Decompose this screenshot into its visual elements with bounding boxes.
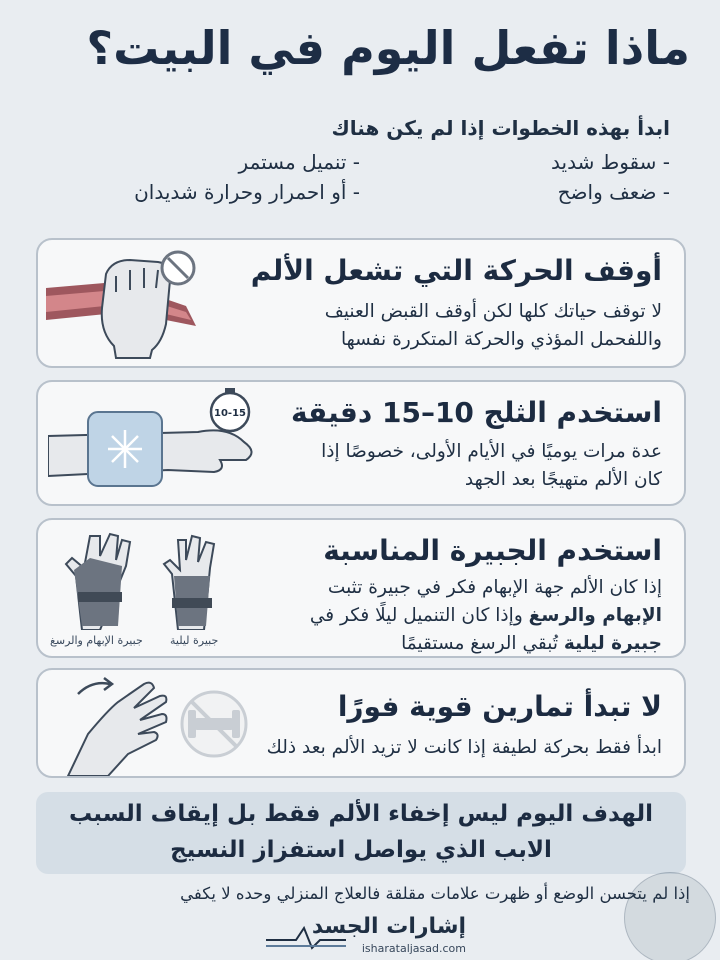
- brand-name: إشارات الجسد: [311, 914, 466, 939]
- caption-night-splint: جبيرة ليلية: [170, 634, 219, 647]
- tip-card-title: استخدم الثلج 10–15 دقيقة: [290, 396, 662, 429]
- tip-card-body: ابدأ فقط بحركة لطيفة إذا كانت لا تزيد الألم بعد ذلك: [266, 737, 662, 758]
- brand-logo: [266, 914, 466, 958]
- goal-box: الهدف اليوم ليس إخفاء الألم فقط بل إيقاف السبب الابب الذي يواصل استفزاز النسيج: [36, 792, 686, 874]
- timer-label: 10-15: [214, 408, 246, 419]
- stopwatch-icon: [211, 388, 249, 431]
- warning-signs-list: [50, 150, 670, 204]
- tip-card-ice: [36, 380, 686, 506]
- night-splint-icon: [164, 536, 214, 630]
- tip-card-stop-movement: [36, 238, 686, 368]
- caption-thumb-splint: جبيرة الإبهام والرسغ: [50, 634, 143, 647]
- tip-card-body: عدة مرات يوميًا في الأيام الأولى، خصوصًا إذا كان الألم متهيجًا بعد الجهد: [321, 441, 662, 490]
- waving-hand-icon: [68, 678, 167, 776]
- thumb-wrist-splint-icon: [66, 534, 130, 630]
- tip-card-splint: [36, 518, 686, 658]
- ice-pack-wrist-icon: [48, 386, 268, 504]
- footer-note: إذا لم يتحسن الوضع أو ظهرت علامات مقلقة فالعلاج المنزلي وحده لا يكفي: [180, 884, 690, 903]
- brand-url: isharataljasad.com: [361, 942, 466, 955]
- tip-card-title: أوقف الحركة التي تشعل الألم: [250, 254, 662, 287]
- watermark-seal: [624, 872, 716, 960]
- page-title: ماذا تفعل اليوم في البيت؟: [86, 21, 690, 75]
- tip-card-body: إذا كان الألم جهة الإبهام فكر في جبيرة تثبت الإبهام والرسغ وإذا كان التنميل ليلًا فكر في جبيرة ليلية تُبقي الرسغ مستقيمًا: [309, 577, 662, 654]
- intro-lead: ابدأ بهذه الخطوات إذا لم يكن هناك: [331, 116, 670, 140]
- warning-sign-item: - ضعف واضح: [557, 180, 670, 204]
- warning-sign-item: - سقوط شديد: [551, 150, 670, 174]
- warning-sign-item: - أو احمرار وحرارة شديدان: [134, 180, 360, 204]
- warning-sign-item: - تنميل مستمر: [238, 150, 360, 174]
- fist-wrist-icon: [46, 246, 206, 364]
- tip-card-title: استخدم الجبيرة المناسبة: [323, 534, 662, 567]
- no-dumbbell-icon: [182, 692, 246, 756]
- tip-card-no-exercise: [36, 668, 686, 778]
- tip-card-body: لا توقف حياتك كلها لكن أوقف القبض العنيف واللفحمل المؤذي والحركة المتكررة نفسها: [324, 301, 662, 350]
- tip-card-title: لا تبدأ تمارين قوية فورًا: [337, 690, 662, 723]
